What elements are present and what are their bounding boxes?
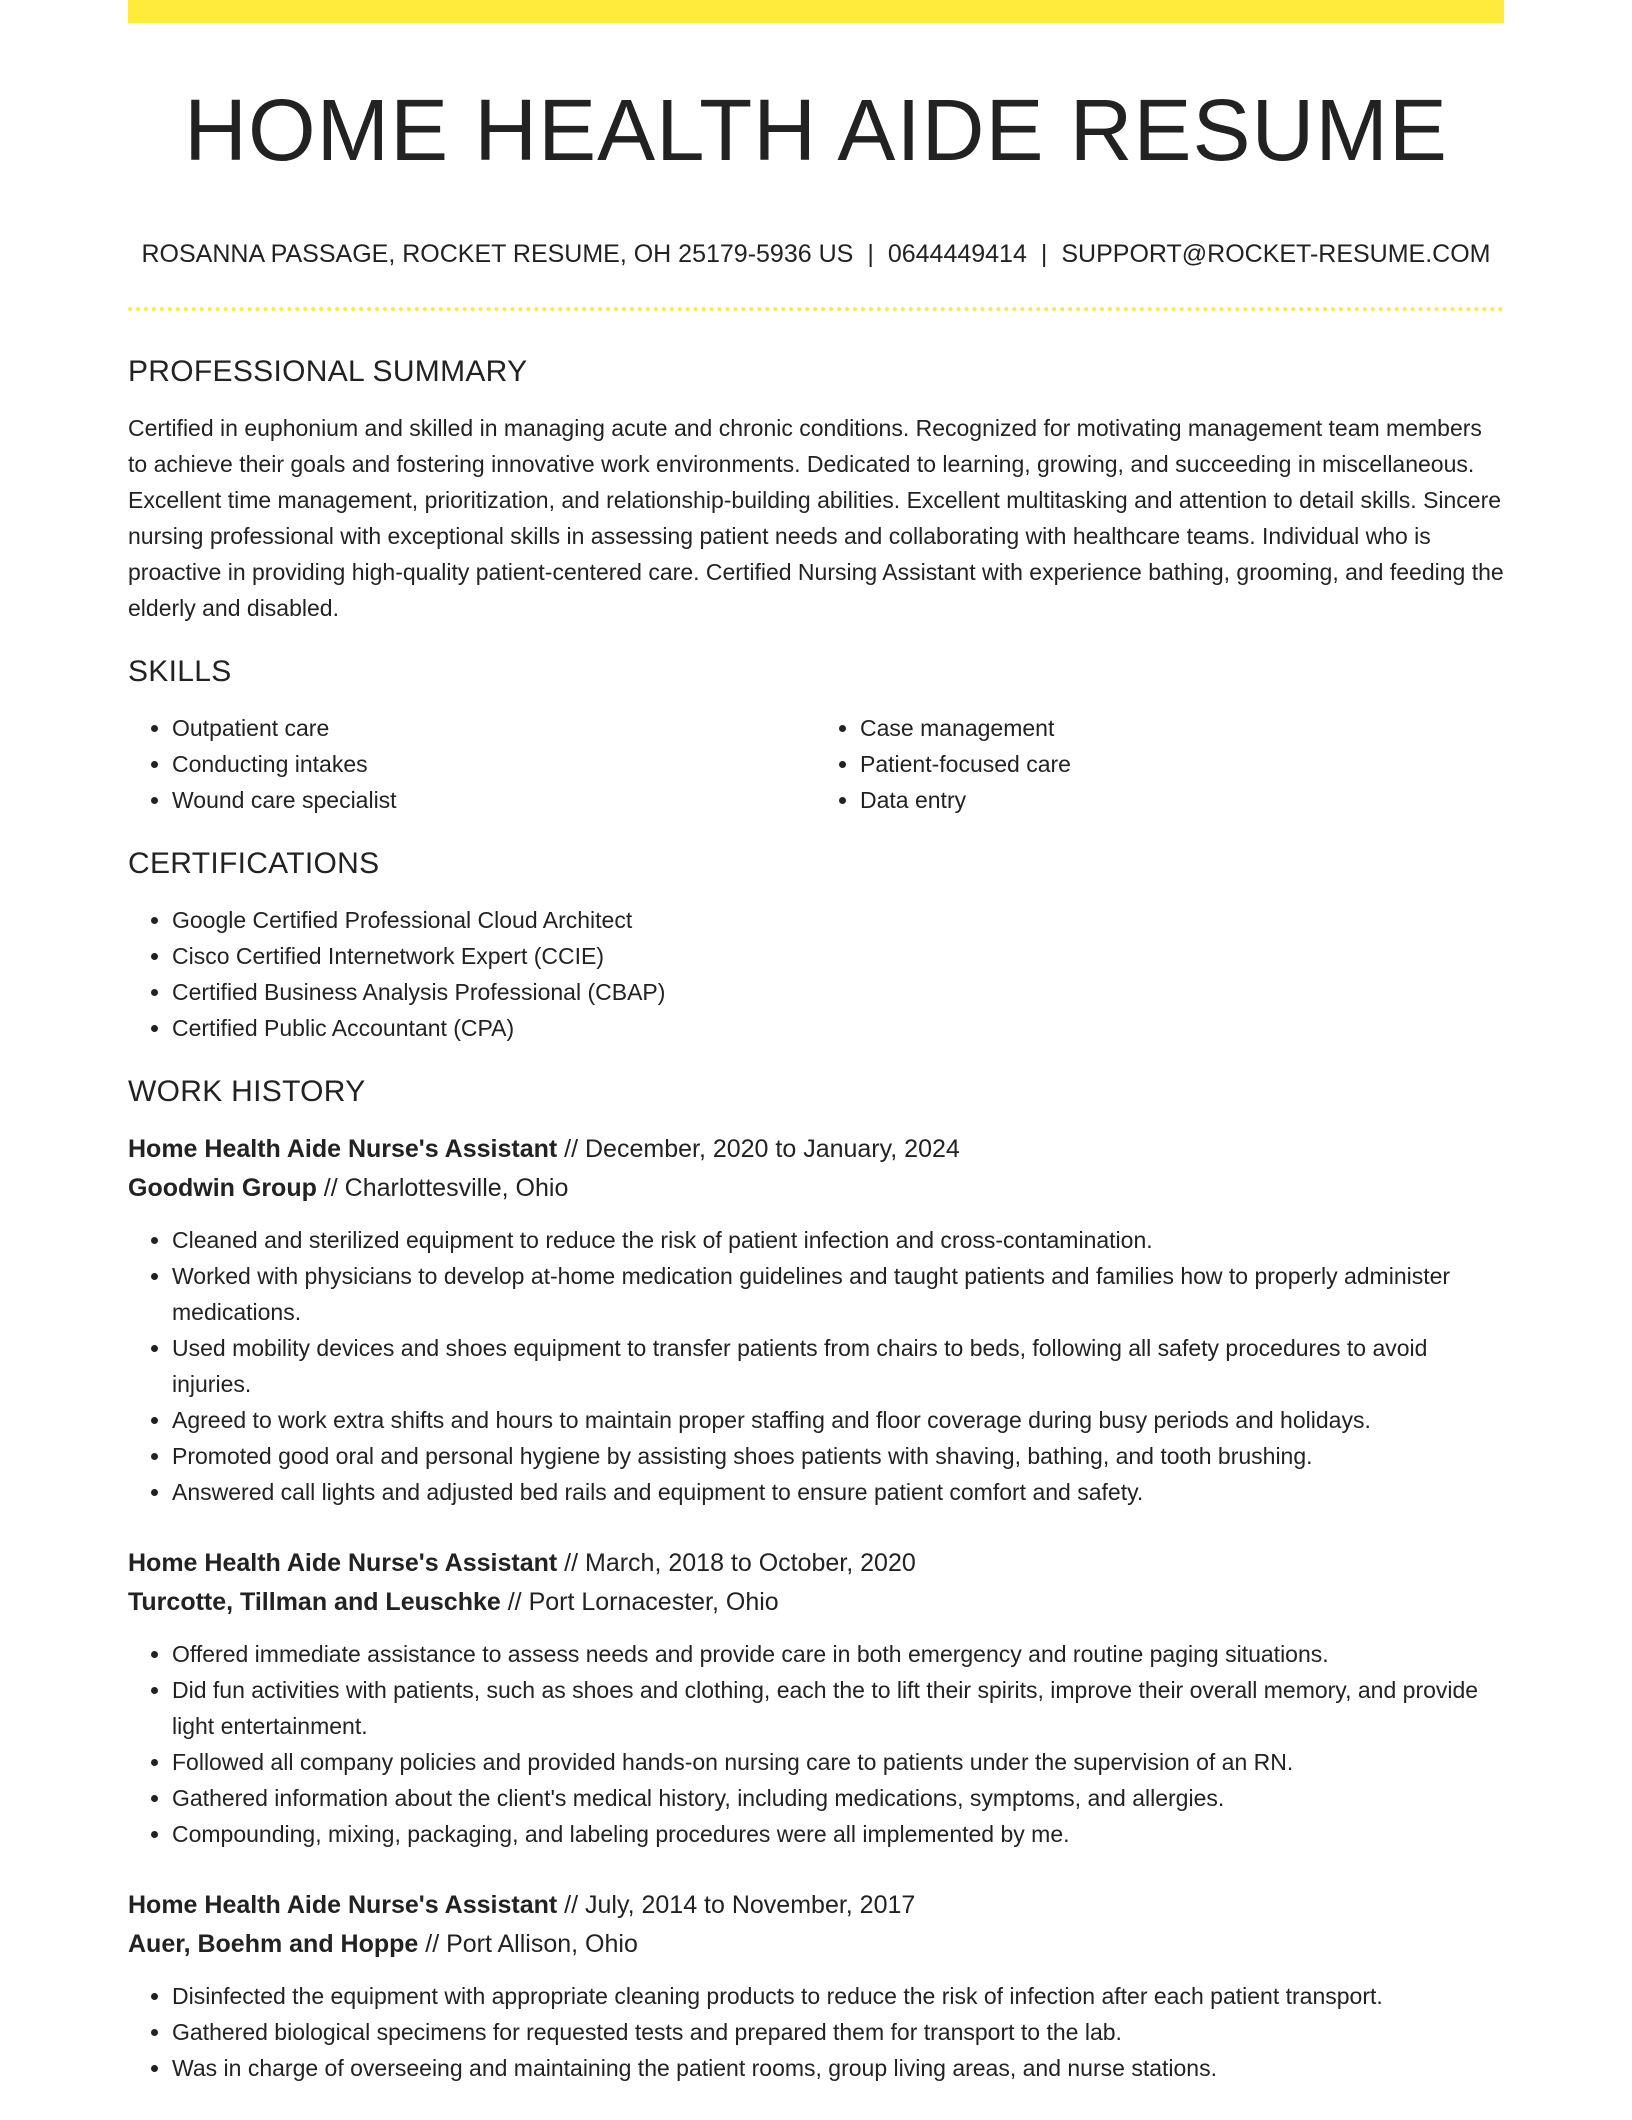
job-title: Home Health Aide Nurse's Assistant [128, 1891, 558, 1919]
resume-title: HOME HEALTH AIDE RESUME [184, 82, 1448, 179]
job-company: Turcotte, Tillman and Leuschke [128, 1588, 501, 1616]
skill-item: • Outpatient care [172, 710, 816, 746]
job-bullet: • Followed all company policies and provided hands-on nursing care to patients under the supervision of an RN. [172, 1744, 1504, 1780]
contact-separator: | [867, 240, 874, 268]
dotted-divider [128, 307, 1504, 311]
resume-content [128, 352, 1504, 2120]
job-company-line [128, 1583, 1504, 1622]
section-heading-certifications: CERTIFICATIONS [128, 847, 380, 880]
job-dates: // July, 2014 to November, 2017 [557, 1891, 916, 1919]
job-bullets [128, 1636, 1504, 1852]
contact-email: SUPPORT@ROCKET-RESUME.COM [1061, 240, 1491, 268]
job-title-line [128, 1130, 1504, 1169]
job-bullet: • Did fun activities with patients, such as shoes and clothing, each the to lift their spirits, improve their overall memory, and provide light entertainment. [172, 1672, 1504, 1744]
job-location: // Charlottesville, Ohio [316, 1174, 569, 1202]
job-location: // Port Lornacester, Ohio [500, 1588, 779, 1616]
job-bullet: • Answered call lights and adjusted bed rails and equipment to ensure patient comfort and safety. [172, 1474, 1504, 1510]
skills-section [128, 652, 1504, 818]
certification-item: • Certified Business Analysis Professional (CBAP) [172, 974, 1504, 1010]
job-bullet: • Agreed to work extra shifts and hours to maintain proper staffing and floor coverage during busy periods and holidays. [172, 1402, 1504, 1438]
section-heading-summary: PROFESSIONAL SUMMARY [128, 355, 528, 388]
job-entry [128, 1544, 1504, 1852]
job-bullet: • Cleaned and sterilized equipment to reduce the risk of patient infection and cross-contamination. [172, 1222, 1504, 1258]
skill-item: • Patient-focused care [860, 746, 1504, 782]
certification-item: • Google Certified Professional Cloud Architect [172, 902, 1504, 938]
summary-section [128, 352, 1504, 626]
certification-item: • Cisco Certified Internetwork Expert (CCIE) [172, 938, 1504, 974]
summary-text: Certified in euphonium and skilled in managing acute and chronic conditions. Recognized for motivating management team members to achieve their goals and fostering innovative work environments. Dedicated to learning, growing, and succeeding in miscellaneous. Excellent time management, prioritization, and relationship-building abilities. Excellent multitasking and attention to detail skills. Sincere nursing professional with exceptional skills in assessing patient needs and collaborating with healthcare teams. Individual who is proactive in providing high-quality patient-centered care. Certified Nursing Assistant with experience bathing, grooming, and feeding the elderly and disabled. [128, 415, 1504, 621]
job-bullet: • Gathered biological specimens for requested tests and prepared them for transport to the lab. [172, 2014, 1504, 2050]
job-entry [128, 1886, 1504, 2086]
job-bullet: • Was in charge of overseeing and maintaining the patient rooms, group living areas, and nurse stations. [172, 2050, 1504, 2086]
job-bullet: • Worked with physicians to develop at-home medication guidelines and taught patients and families how to properly administer medications. [172, 1258, 1504, 1330]
section-heading-work-history: WORK HISTORY [128, 1075, 366, 1108]
skill-item: • Case management [860, 710, 1504, 746]
job-title: Home Health Aide Nurse's Assistant [128, 1135, 558, 1163]
section-heading-skills: SKILLS [128, 655, 232, 688]
skills-list-left [128, 710, 816, 818]
job-company-line [128, 1169, 1504, 1208]
job-title: Home Health Aide Nurse's Assistant [128, 1549, 558, 1577]
skill-item: • Wound care specialist [172, 782, 816, 818]
job-bullet: • Gathered information about the client's medical history, including medications, symptoms, and allergies. [172, 1780, 1504, 1816]
job-bullet: • Compounding, mixing, packaging, and labeling procedures were all implemented by me. [172, 1816, 1504, 1852]
job-bullet: • Offered immediate assistance to assess needs and provide care in both emergency and routine paging situations. [172, 1636, 1504, 1672]
accent-bar [128, 0, 1504, 23]
job-bullet: • Promoted good oral and personal hygiene by assisting shoes patients with shaving, bathing, and tooth brushing. [172, 1438, 1504, 1474]
skill-item: • Data entry [860, 782, 1504, 818]
skills-list-right [816, 710, 1504, 818]
certifications-list [128, 902, 1504, 1046]
job-title-line [128, 1544, 1504, 1583]
job-dates: // March, 2018 to October, 2020 [557, 1549, 916, 1577]
skills-grid [128, 710, 1504, 818]
job-company-line [128, 1925, 1504, 1964]
job-bullet: • Used mobility devices and shoes equipment to transfer patients from chairs to beds, following all safety procedures to avoid injuries. [172, 1330, 1504, 1402]
job-entry [128, 1130, 1504, 1510]
job-company: Auer, Boehm and Hoppe [128, 1930, 419, 1958]
job-company: Goodwin Group [128, 1174, 317, 1202]
job-title-line [128, 1886, 1504, 1925]
contact-phone: 0644449414 [887, 240, 1027, 268]
job-location: // Port Allison, Ohio [418, 1930, 638, 1958]
contact-address: ROSANNA PASSAGE, ROCKET RESUME, OH 25179-5936 US [141, 240, 854, 268]
work-history-section [128, 1072, 1504, 2086]
certifications-section [128, 844, 1504, 1046]
skill-item: • Conducting intakes [172, 746, 816, 782]
job-bullet: • Disinfected the equipment with appropriate cleaning products to reduce the risk of infection after each patient transport. [172, 1978, 1504, 2014]
job-bullets [128, 1978, 1504, 2086]
contact-separator: | [1040, 240, 1048, 268]
certification-item: • Certified Public Accountant (CPA) [172, 1010, 1504, 1046]
job-bullets [128, 1222, 1504, 1510]
contact-line [128, 234, 1504, 274]
job-dates: // December, 2020 to January, 2024 [557, 1135, 960, 1163]
